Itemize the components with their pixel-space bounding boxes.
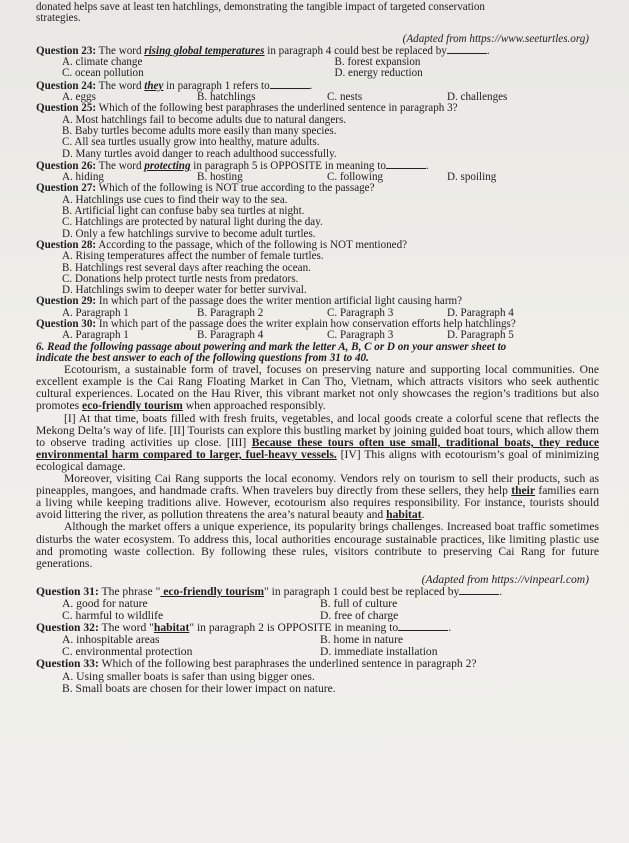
answer-blank: [447, 45, 487, 54]
passage-paragraph-2: [I] At that time, boats filled with fresh fruits, vegetables, and local goods create a colorful scene that reflects the Mekong Delta’s way of life. [II] Tourists can explore this bustling market by joining guided boat tours, which allow them to observe trading activities up close. [III] Because these tours often use small, traditional boats, they reduce environmental harm compared to larger, fuel-heavy vessels. [IV] This aligns with ecotourism’s goal of minimizing ecological damage.: [36, 411, 599, 473]
highlighted-word: their: [511, 484, 536, 498]
question-label: Question 27:: [36, 182, 97, 195]
option-a: A. good for nature: [62, 596, 148, 610]
question-27: Question 27: Which of the following is NOT true according to the passage? A. Hatchlings use cues to find their way to the sea. B. Artificial light can confuse baby sea turtles at night. C. Hatchlings are protected by natural light during the day. D. Only a few hatchlings survive to become adult turtles.: [36, 183, 599, 239]
option-b: B. hatchlings: [197, 91, 256, 104]
option-d: D. Many turtles avoid danger to reach adulthood successfully.: [62, 147, 337, 160]
answer-blank: [459, 586, 499, 595]
option-c: C. Hatchlings are protected by natural light during the day.: [62, 216, 323, 229]
option-b: B. Hatchlings rest several days after reaching the ocean.: [62, 261, 311, 274]
question-24: Question 24: The word they in paragraph 1 refers to . A. eggs B. hatchlings C. nests D. challenges: [36, 80, 599, 104]
option-c: C. Paragraph 3: [327, 306, 394, 319]
passage-paragraph-4: Although the market offers a unique experience, its popularity brings challenges. Increased boat traffic sometimes disturbs the water ecosystem. To address this, local authorities encourage sustainable practices, like limiting plastic use and promoting waste collection. By following these rules, visitors contribute to preserving Cai Rang for future generations.: [36, 520, 599, 570]
question-28: Question 28: According to the passage, which of the following is NOT mentioned? A. Rising temperatures affect the number of female turtles. B. Hatchlings rest several days after reaching the ocean. C. Donations help protect turtle nests from predators. D. Hatchlings swim to deeper water for better survival.: [36, 240, 599, 296]
option-c: C. harmful to wildlife: [62, 609, 164, 623]
question-31: Question 31: The phrase " eco-friendly tourism" in paragraph 1 could best be replaced by . A. good for nature B. full of culture C. harmful to wildlife D. free of charge: [36, 586, 599, 622]
section-instruction: indicate the best answer to each of the following questions from 31 to 40.: [36, 351, 369, 364]
question-29: Question 29: In which part of the passage does the writer mention artificial light causing harm? A. Paragraph 1 B. Paragraph 2 C. Paragraph 3 D. Paragraph 4: [36, 296, 599, 319]
option-c: C. Donations help protect turtle nests from predators.: [62, 272, 299, 285]
option-a: A. Most hatchlings fail to become adults due to natural dangers.: [62, 113, 347, 126]
question-term: eco-friendly tourism: [160, 584, 265, 598]
question-label: Question 30:: [36, 318, 97, 331]
option-b: B. forest expansion: [334, 56, 421, 69]
option-b: B. Paragraph 4: [197, 329, 264, 342]
option-a: A. Hatchlings use cues to find their way to the sea.: [62, 193, 288, 206]
question-label: Question 32:: [36, 621, 99, 635]
option-d: D. challenges: [447, 91, 508, 104]
question-25: Question 25: Which of the following best paraphrases the underlined sentence in paragraph 3? A. Most hatchlings fail to become adults due to natural dangers. B. Baby turtles become adults more easily than many species. C. All sea turtles usually grow into healthy, mature adults. D. Many turtles avoid danger to reach adulthood successfully.: [36, 103, 599, 159]
option-d: D. immediate installation: [320, 645, 438, 659]
option-d: D. Paragraph 4: [447, 306, 514, 319]
reading-passage: [36, 364, 599, 695]
option-c: C. environmental protection: [62, 645, 193, 659]
option-d: D. free of charge: [320, 609, 399, 623]
option-c: C. nests: [327, 91, 363, 104]
question-term: rising global temperatures: [144, 44, 265, 57]
question-term: habitat: [153, 621, 190, 635]
question-32: Question 32: The word "habitat" in paragraph 2 is OPPOSITE in meaning to . A. inhospitable areas B. home in nature C. environmental protection D. immediate installation: [36, 622, 599, 658]
option-c: C. All sea turtles usually grow into healthy, mature adults.: [62, 136, 320, 149]
source-citation: (Adapted from https://www.seeturtles.org): [402, 32, 589, 45]
question-label: Question 23:: [36, 44, 97, 57]
option-b: B. Paragraph 2: [197, 306, 264, 319]
option-b: B. home in nature: [320, 633, 404, 647]
option-a: A. climate change: [62, 56, 143, 69]
option-b: B. Baby turtles become adults more easily than many species.: [62, 124, 337, 137]
question-label: Question 28:: [36, 238, 97, 251]
question-33: Question 33: Which of the following best paraphrases the underlined sentence in paragraph 2? A. Using smaller boats is safer than using bigger ones. B. Small boats are chosen for their lower impact on nature.: [36, 658, 599, 694]
option-d: D. Paragraph 5: [447, 329, 514, 342]
question-23: Question 23: The word rising global temperatures in paragraph 4 could best be replaced by . A. climate change B. forest expansion C. ocean pollution D. energy reduction: [36, 45, 599, 80]
question-label: Question 24:: [36, 79, 97, 92]
answer-blank: [386, 160, 426, 169]
option-a: A. Using smaller boats is safer than using bigger ones.: [62, 669, 315, 683]
option-d: D. Only a few hatchlings survive to become adult turtles.: [62, 227, 316, 240]
answer-blank: [398, 622, 448, 631]
passage-paragraph-3: Moreover, visiting Cai Rang supports the local economy. Vendors rely on tourism to sell their products, such as pineapples, mangoes, and handmade crafts. When travelers buy directly from these sellers, they help their families earn a living while keeping traditions alive. However, ecotourism also requires responsibility. For instance, tourists should avoid littering the river, as pollution threatens the area’s natural beauty and habitat.: [36, 472, 599, 522]
question-label: Question 33:: [36, 657, 99, 671]
source-citation: (Adapted from https://vinpearl.com): [421, 572, 589, 586]
option-d: D. energy reduction: [334, 67, 423, 80]
option-b: B. hosting: [197, 171, 243, 184]
question-label: Question 29:: [36, 295, 97, 308]
option-a: A. Paragraph 1: [62, 329, 129, 342]
underlined-sentence: Because these tours often use small, traditional boats, they reduce environmental harm compared to larger, fuel-heavy vessels.: [36, 435, 599, 461]
intro-line: strategies.: [36, 12, 81, 25]
option-d: D. Hatchlings swim to deeper water for better survival.: [62, 284, 307, 297]
question-26: Question 26: The word protecting in paragraph 5 is OPPOSITE in meaning to . A. hiding B. hosting C. following D. spoiling: [36, 160, 599, 184]
option-b: B. Small boats are chosen for their lower impact on nature.: [62, 681, 336, 695]
option-c: C. Paragraph 3: [327, 329, 394, 342]
option-c: C. following: [327, 171, 384, 184]
option-d: D. spoiling: [447, 171, 497, 184]
passage-paragraph-1: Ecotourism, a sustainable form of travel, focuses on preserving nature and supporting local communities. One excellent example is the Cai Rang Floating Market in Can Tho, Vietnam, which attracts visitors who seek authentic cultural experiences. Located on the Hau River, this vibrant market not only showcases the region’s traditions but also promotes eco-friendly tourism when approached responsibly.: [36, 363, 599, 413]
option-b: B. Artificial light can confuse baby sea turtles at night.: [62, 205, 305, 218]
intro-line: donated helps save at least ten hatchlings, demonstrating the tangible impact of targeted conservation: [36, 1, 485, 13]
option-a: A. Rising temperatures affect the number of female turtles.: [62, 250, 324, 263]
highlighted-word: habitat: [386, 508, 422, 522]
option-b: B. full of culture: [320, 596, 398, 610]
question-label: Question 31:: [36, 584, 99, 598]
highlighted-phrase: eco-friendly tourism: [82, 399, 183, 413]
option-a: A. inhospitable areas: [62, 633, 160, 647]
question-label: Question 26:: [36, 159, 97, 172]
option-a: A. hiding: [62, 171, 104, 184]
section-instruction: 6. Read the following passage about powering and mark the letter A, B, C or D on your answer sheet to: [36, 340, 507, 353]
question-term: they: [144, 79, 164, 92]
option-a: A. Paragraph 1: [62, 306, 129, 319]
option-c: C. ocean pollution: [62, 67, 144, 80]
question-30: Question 30: In which part of the passage does the writer explain how conservation efforts help hatchlings? A. Paragraph 1 B. Paragraph 4 C. Paragraph 3 D. Paragraph 5: [36, 319, 599, 342]
question-label: Question 25:: [36, 102, 97, 115]
answer-blank: [270, 80, 310, 89]
option-a: A. eggs: [62, 91, 96, 104]
question-term: protecting: [144, 159, 191, 172]
